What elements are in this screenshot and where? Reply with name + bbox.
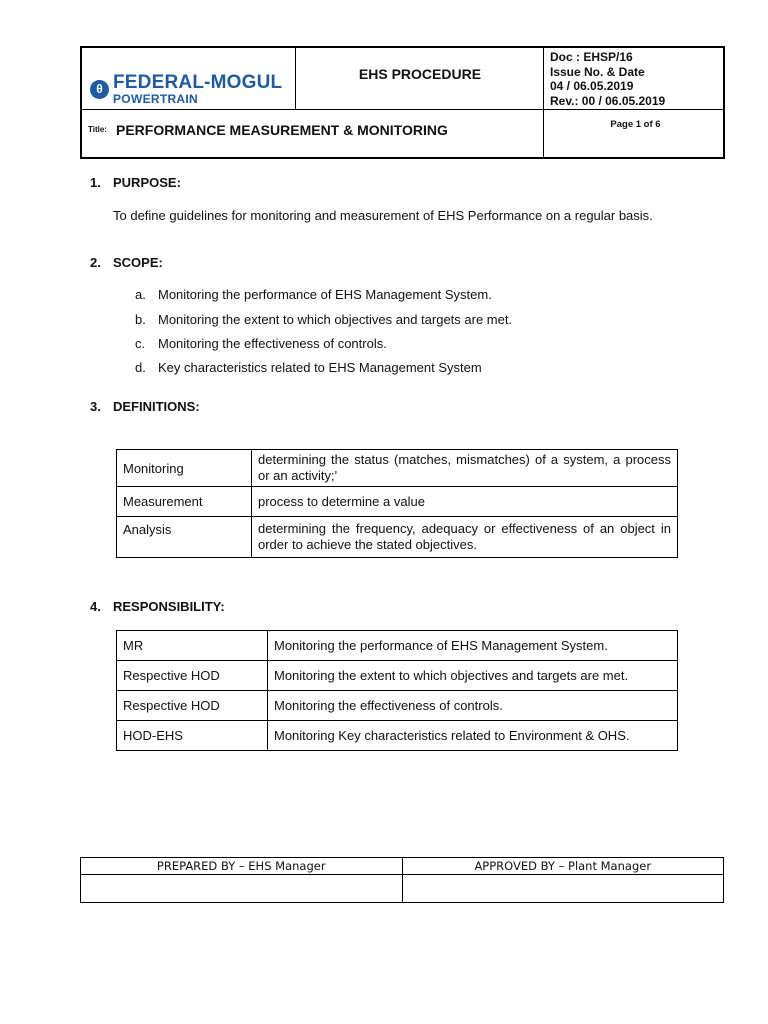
section-title: PURPOSE: — [113, 175, 181, 190]
definition-text: determining the frequency, adequacy or effectiveness of an object in order to achieve the stated objectives. — [252, 517, 678, 558]
scope-item — [135, 360, 482, 375]
scope-item-text: Key characteristics related to EHS Management System — [158, 360, 482, 375]
list-marker: a. — [135, 287, 146, 302]
table-row — [117, 517, 678, 558]
logo-sub-text: POWERTRAIN — [113, 92, 198, 106]
doc-number: Doc : EHSP/16 — [550, 50, 633, 64]
issue-value: 04 / 06.05.2019 — [550, 79, 634, 93]
company-logo — [90, 73, 282, 105]
responsibility-role: Respective HOD — [117, 691, 268, 721]
document-title: PERFORMANCE MEASUREMENT & MONITORING — [116, 122, 448, 138]
scope-item — [135, 312, 512, 327]
responsibility-duty: Monitoring Key characteristics related to Environment & OHS. — [268, 721, 678, 751]
prepared-by-signature — [81, 875, 403, 903]
scope-item-text: Monitoring the performance of EHS Management System. — [158, 287, 492, 302]
section-title: RESPONSIBILITY: — [113, 599, 225, 614]
scope-item — [135, 336, 387, 351]
definition-text: process to determine a value — [252, 487, 678, 517]
procedure-title: EHS PROCEDURE — [358, 66, 482, 82]
definition-text: determining the status (matches, mismatches) of a system, a process or an activity;' — [252, 450, 678, 487]
section-responsibility-heading — [90, 599, 225, 614]
prepared-by-label: PREPARED BY – EHS Manager — [81, 858, 403, 875]
definition-term: Analysis — [117, 517, 252, 558]
definition-term: Measurement — [117, 487, 252, 517]
section-definitions-heading — [90, 399, 200, 414]
table-row — [117, 721, 678, 751]
section-number: 3. — [90, 399, 101, 414]
approved-by-signature — [402, 875, 724, 903]
table-row — [117, 487, 678, 517]
section-purpose-heading — [90, 175, 181, 190]
document-header — [80, 46, 725, 159]
responsibility-role: MR — [117, 631, 268, 661]
header-divider — [82, 109, 723, 110]
table-row — [117, 631, 678, 661]
title-label: Title: — [88, 125, 107, 134]
table-row — [117, 661, 678, 691]
list-marker: c. — [135, 336, 146, 351]
header-divider — [543, 48, 544, 157]
responsibility-duty: Monitoring the extent to which objectives and targets are met. — [268, 661, 678, 691]
table-row — [117, 691, 678, 721]
scope-item — [135, 287, 492, 302]
approved-by-label: APPROVED BY – Plant Manager — [402, 858, 724, 875]
section-title: DEFINITIONS: — [113, 399, 200, 414]
logo-mark-icon: θ — [90, 80, 109, 99]
list-marker: b. — [135, 312, 146, 327]
purpose-text: To define guidelines for monitoring and measurement of EHS Performance on a regular basis. — [113, 208, 653, 223]
revision: Rev.: 00 / 06.05.2019 — [550, 93, 666, 108]
scope-item-text: Monitoring the extent to which objectives and targets are met. — [158, 312, 513, 327]
definitions-table — [116, 449, 678, 558]
responsibility-table — [116, 630, 678, 751]
page-number: Page 1 of 6 — [610, 119, 661, 130]
list-marker: d. — [135, 360, 146, 375]
responsibility-duty: Monitoring the performance of EHS Management System. — [268, 631, 678, 661]
document-info — [550, 50, 665, 108]
scope-item-text: Monitoring the effectiveness of controls. — [158, 336, 387, 351]
section-title: SCOPE: — [113, 255, 163, 270]
table-row — [81, 875, 724, 903]
table-row — [81, 858, 724, 875]
definition-term: Monitoring — [117, 450, 252, 487]
signoff-table — [80, 857, 724, 903]
issue-label: Issue No. & Date — [550, 64, 645, 79]
table-row — [117, 450, 678, 487]
logo-main-text: FEDERAL-MOGUL — [113, 72, 283, 93]
responsibility-role: Respective HOD — [117, 661, 268, 691]
section-scope-heading — [90, 255, 163, 270]
responsibility-role: HOD-EHS — [117, 721, 268, 751]
section-number: 4. — [90, 599, 101, 614]
section-number: 1. — [90, 175, 101, 190]
section-number: 2. — [90, 255, 101, 270]
responsibility-duty: Monitoring the effectiveness of controls. — [268, 691, 678, 721]
